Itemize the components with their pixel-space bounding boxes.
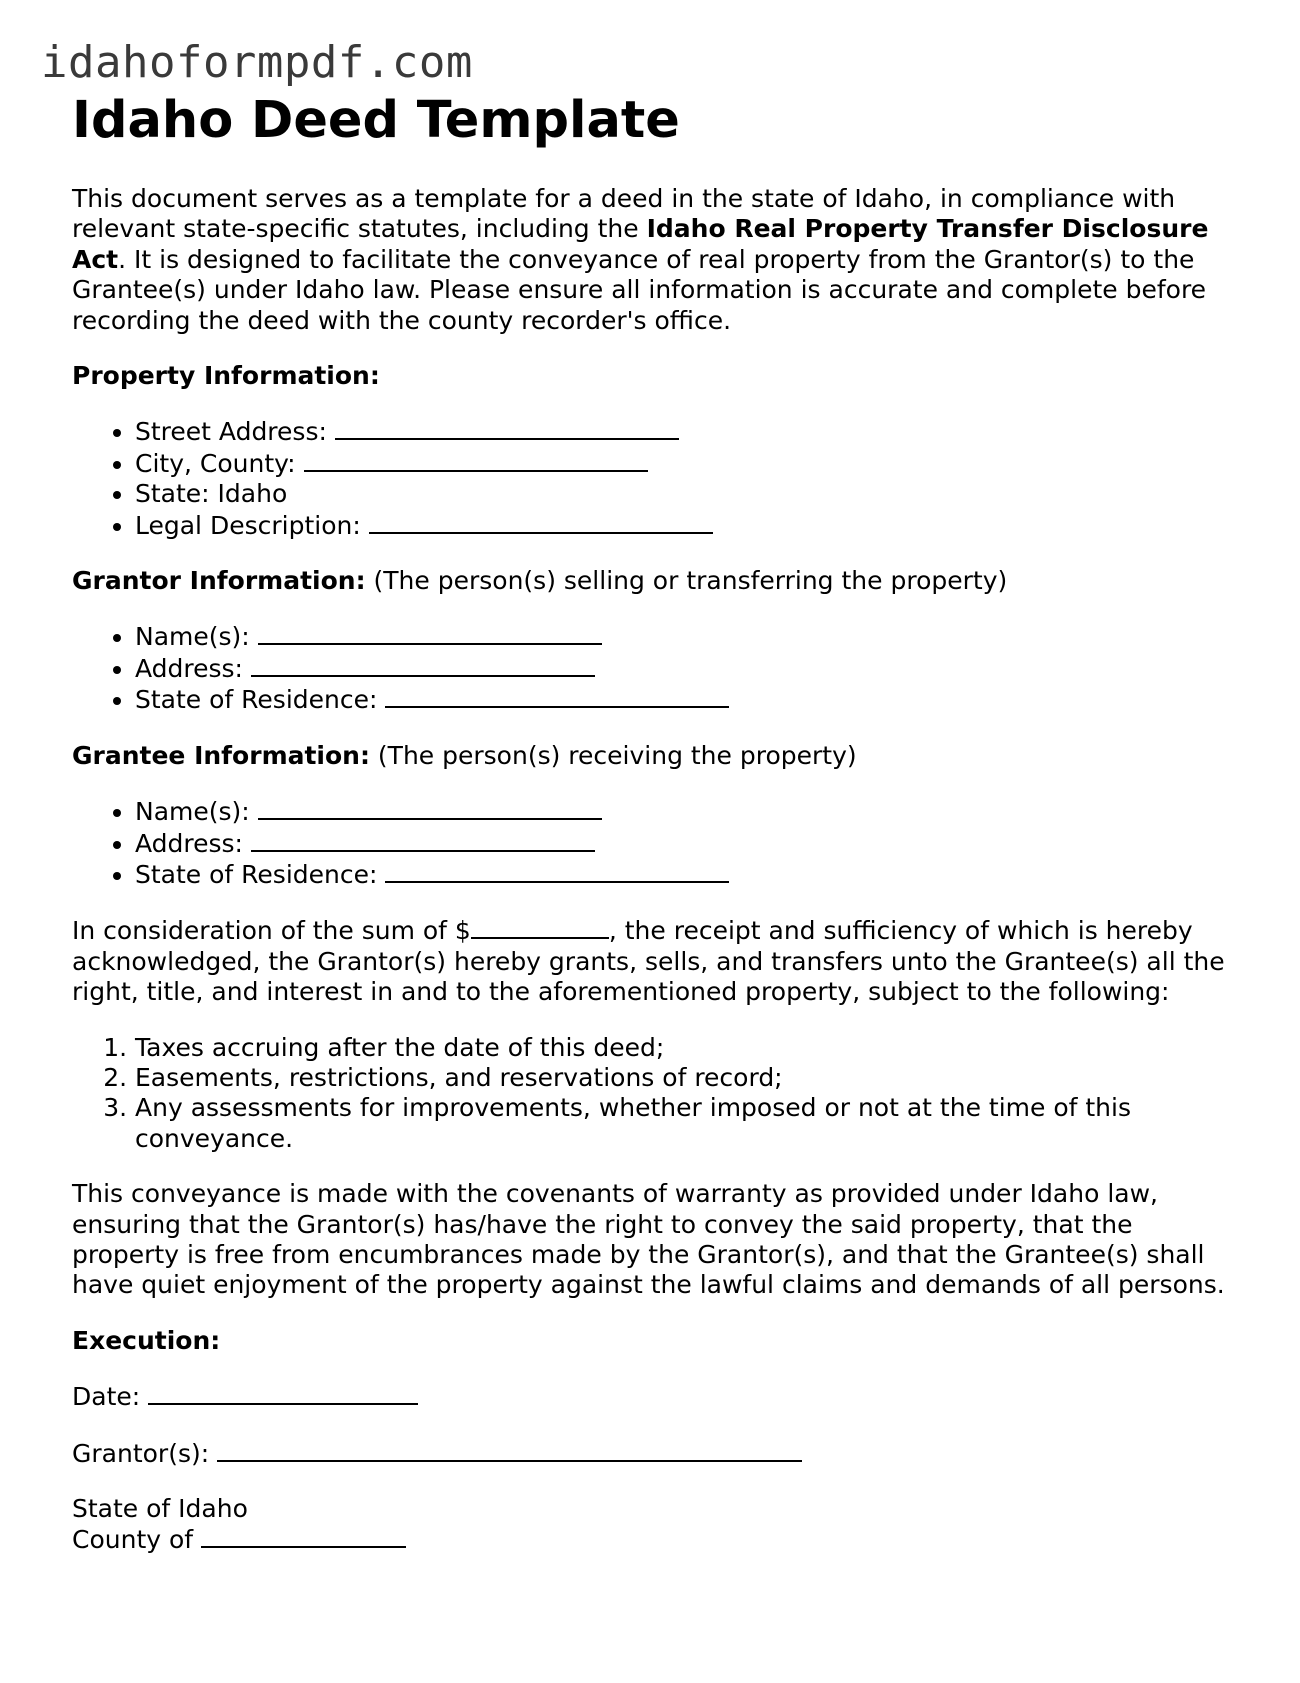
- watermark-text: idahoformpdf.com: [41, 37, 473, 88]
- grantee-residence-field[interactable]: [385, 859, 729, 883]
- intro-text-1: This document serves as a template for a deed in the state of Idaho, in compliance with relevant state-specific statutes, including the: [72, 184, 1176, 244]
- list-item: [135, 684, 1242, 715]
- amount-field[interactable]: [471, 915, 609, 939]
- grantor-residence-field[interactable]: [385, 684, 729, 708]
- grantor-note: (The person(s) selling or transferring the property): [365, 566, 1008, 596]
- list-item: [135, 479, 1242, 509]
- county-line: [72, 1524, 1242, 1555]
- list-item: [135, 416, 1242, 447]
- consideration-paragraph: [72, 915, 1242, 1007]
- state-of-idaho: State of Idaho: [72, 1494, 248, 1523]
- grantor-name-field[interactable]: [258, 621, 602, 645]
- state-label: State: Idaho: [135, 479, 288, 509]
- conditions-list: [72, 1033, 1242, 1155]
- condition-item: 3. Any assessments for improvements, whether imposed or not at the time of this conveyance.: [135, 1093, 1242, 1154]
- list-item: [135, 510, 1242, 541]
- grantor-name-label: Name(s):: [135, 622, 250, 652]
- execution-heading: Execution:: [72, 1325, 221, 1355]
- grantee-list: [72, 796, 1242, 890]
- page-title: Idaho Deed Template: [72, 91, 680, 150]
- city-label: City, County:: [135, 448, 296, 478]
- grantee-heading: Grantee Information:: [72, 740, 370, 770]
- county-field[interactable]: [201, 1524, 406, 1548]
- list-item: [135, 621, 1242, 652]
- condition-item: 2. Easements, restrictions, and reservations of record;: [135, 1063, 1242, 1093]
- grantee-note: (The person(s) receiving the property): [369, 740, 857, 770]
- property-list: [72, 416, 1242, 541]
- list-item: [135, 448, 1242, 479]
- act-name: Idaho Real Property Transfer Disclosure Act: [72, 214, 1209, 274]
- condition-item: 1. Taxes accruing after the date of this deed;: [135, 1033, 1242, 1063]
- grantors-signature-field[interactable]: [217, 1438, 802, 1462]
- legal-label: Legal Description:: [135, 510, 361, 540]
- grantee-name-field[interactable]: [258, 796, 602, 820]
- list-item: [135, 796, 1242, 827]
- grantor-heading: Grantor Information:: [72, 566, 366, 596]
- consideration-text-2: , the receipt and sufficiency of which is hereby acknowledged, the Grantor(s) hereby grants, sells, and transfers unto the Grantee(s) all the right, title, and interest in and to the aforementioned property, subject to the following:: [72, 916, 1225, 1007]
- date-line: [72, 1381, 1242, 1412]
- legal-description-field[interactable]: [369, 510, 713, 534]
- grantor-heading-line: [72, 566, 1242, 596]
- grantee-address-label: Address:: [135, 828, 243, 858]
- warranty-paragraph: This conveyance is made with the covenants of warranty as provided under Idaho law, ensuring that the Grantor(s) has/have the right to convey the said property, that the property is free from encumbrances made by the Grantor(s), and that the Grantee(s) shall have quiet enjoyment of the property against the lawful claims and demands of all persons.: [72, 1179, 1225, 1300]
- property-heading: Property Information:: [72, 361, 380, 391]
- grantor-list: [72, 621, 1242, 715]
- notary-block: [72, 1494, 1242, 1556]
- city-county-field[interactable]: [304, 448, 648, 472]
- intro-paragraph: [72, 184, 1242, 336]
- street-label: Street Address:: [135, 417, 327, 447]
- grantors-label: Grantor(s):: [72, 1438, 210, 1468]
- consideration-text-1: In consideration of the sum of $: [72, 916, 471, 946]
- date-label: Date:: [72, 1382, 141, 1412]
- grantee-address-field[interactable]: [251, 828, 595, 852]
- document-body: [72, 90, 1242, 1556]
- street-address-field[interactable]: [335, 416, 679, 440]
- grantors-signature-line: [72, 1438, 1242, 1469]
- grantor-residence-label: State of Residence:: [135, 685, 378, 715]
- county-label: County of: [72, 1525, 194, 1555]
- grantee-name-label: Name(s):: [135, 797, 250, 827]
- list-item: [135, 828, 1242, 859]
- list-item: [135, 859, 1242, 890]
- grantor-address-label: Address:: [135, 653, 243, 683]
- date-field[interactable]: [148, 1381, 418, 1405]
- grantee-heading-line: [72, 741, 1242, 771]
- grantee-residence-label: State of Residence:: [135, 859, 378, 889]
- grantor-address-field[interactable]: [251, 653, 595, 677]
- intro-text-2: . It is designed to facilitate the conveyance of real property from the Grantor(s) to the Grantee(s) under Idaho law. Please ensure all information is accurate and complete before recording the deed with the county recorder's office.: [72, 244, 1207, 335]
- list-item: [135, 653, 1242, 684]
